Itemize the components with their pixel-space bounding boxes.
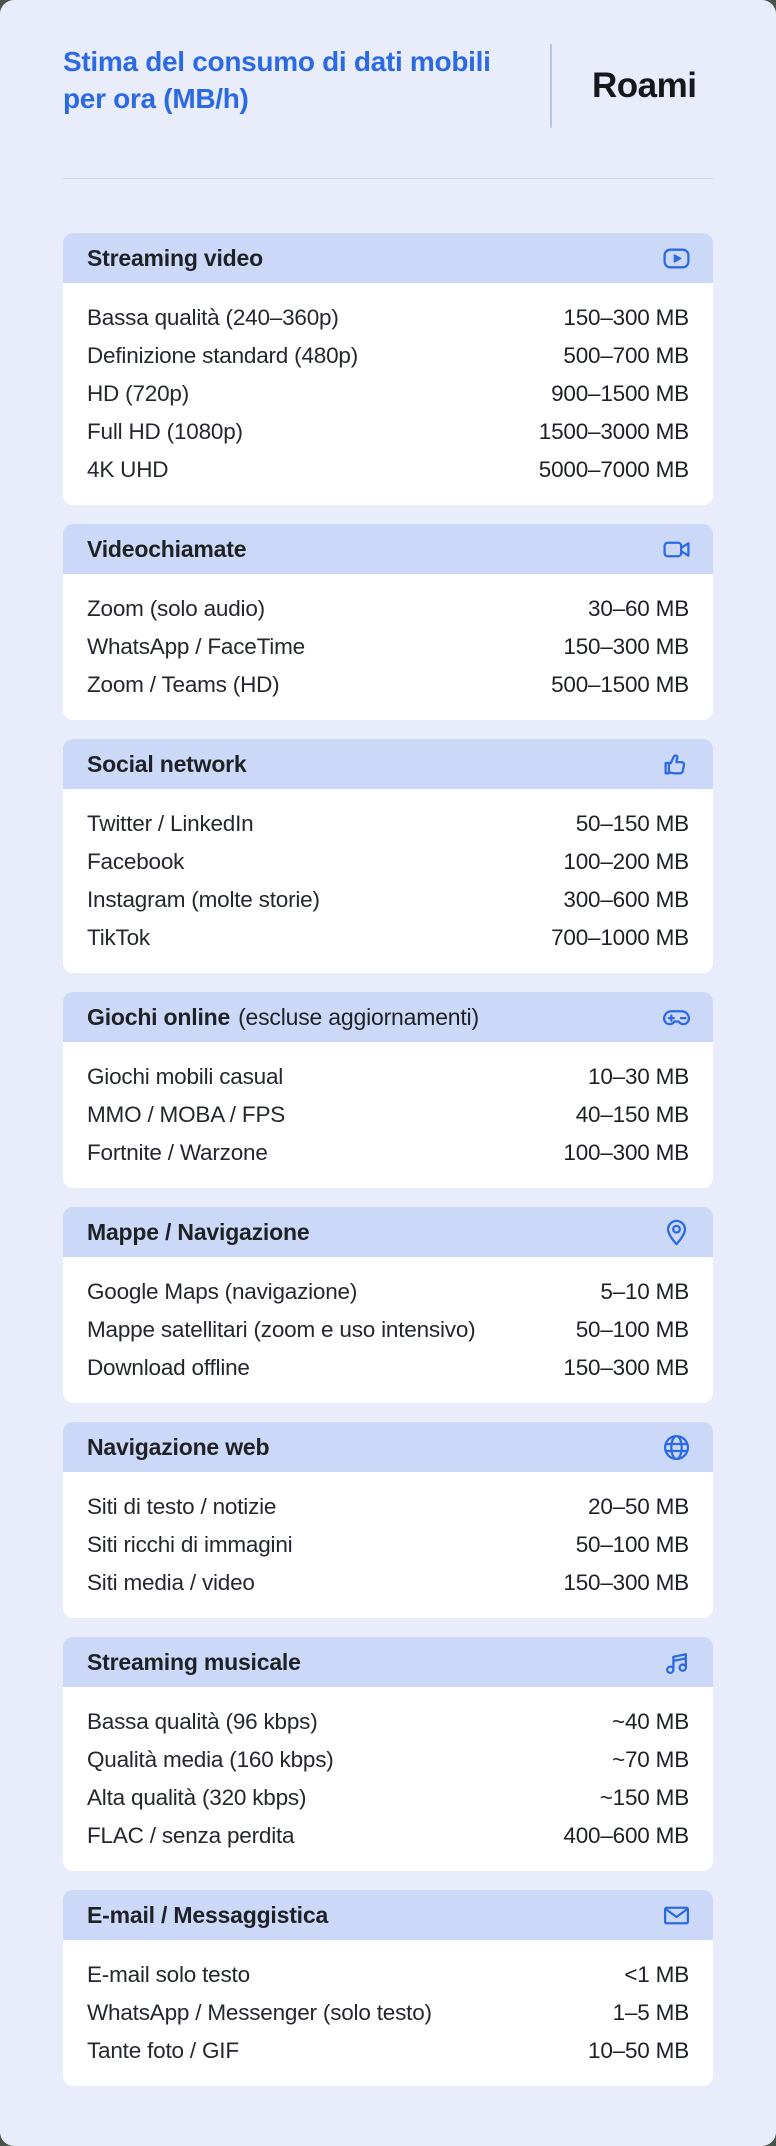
row-value: 50–100 MB — [575, 1532, 689, 1557]
data-row — [87, 451, 689, 489]
category-section — [63, 992, 713, 1188]
header-vertical-divider — [550, 44, 552, 128]
row-value: 40–150 MB — [575, 1102, 689, 1127]
row-label: Full HD (1080p) — [87, 419, 243, 444]
data-row — [87, 1817, 689, 1855]
data-row — [87, 1564, 689, 1602]
row-label: Zoom (solo audio) — [87, 596, 265, 621]
section-title — [87, 536, 246, 563]
section-title — [87, 1902, 328, 1929]
section-header — [63, 992, 713, 1042]
data-row — [87, 1703, 689, 1741]
section-title-text: Videochiamate — [87, 535, 247, 562]
data-row — [87, 413, 689, 451]
row-value: 30–60 MB — [588, 596, 689, 621]
data-row — [87, 1994, 689, 2032]
data-row — [87, 1134, 689, 1172]
map-pin-icon — [662, 1218, 691, 1247]
data-row — [87, 1526, 689, 1564]
section-header — [63, 1422, 713, 1472]
row-value: 100–300 MB — [563, 1140, 689, 1165]
row-label: Twitter / LinkedIn — [87, 811, 254, 836]
row-value: 150–300 MB — [563, 1355, 689, 1380]
row-label: TikTok — [87, 925, 150, 950]
data-row — [87, 881, 689, 919]
row-value: ~70 MB — [612, 1747, 689, 1772]
data-row — [87, 1273, 689, 1311]
row-label: Download offline — [87, 1355, 250, 1380]
data-row — [87, 666, 689, 704]
row-value: 500–1500 MB — [551, 672, 689, 697]
brand-logo: Roami — [592, 66, 697, 105]
row-label: Mappe satellitari (zoom e uso intensivo) — [87, 1317, 476, 1342]
section-card — [63, 283, 713, 505]
row-label: Fortnite / Warzone — [87, 1140, 268, 1165]
section-header — [63, 1207, 713, 1257]
section-title — [87, 751, 247, 778]
data-row — [87, 1779, 689, 1817]
section-header — [63, 233, 713, 283]
row-value: 500–700 MB — [563, 343, 689, 368]
data-row — [87, 1349, 689, 1387]
row-value: 150–300 MB — [563, 305, 689, 330]
music-notes-icon — [662, 1648, 691, 1677]
row-label: WhatsApp / Messenger (solo testo) — [87, 2000, 432, 2025]
data-row — [87, 2032, 689, 2070]
row-label: Bassa qualità (96 kbps) — [87, 1709, 318, 1734]
data-row — [87, 337, 689, 375]
row-label: MMO / MOBA / FPS — [87, 1102, 286, 1127]
data-row — [87, 1956, 689, 1994]
section-title — [87, 1004, 479, 1031]
row-label: Siti di testo / notizie — [87, 1494, 277, 1519]
row-label: Instagram (molte storie) — [87, 887, 320, 912]
row-label: FLAC / senza perdita — [87, 1823, 295, 1848]
header-rule — [63, 178, 713, 179]
section-title — [87, 1434, 269, 1461]
section-title-text: E-mail / Messaggistica — [87, 1901, 329, 1928]
section-header — [63, 1637, 713, 1687]
category-section — [63, 1422, 713, 1618]
gamepad-icon — [662, 1003, 691, 1032]
row-label: Qualità media (160 kbps) — [87, 1747, 334, 1772]
sections-list — [63, 233, 713, 2086]
row-value: <1 MB — [624, 1962, 689, 1987]
section-title-text: Streaming musicale — [87, 1648, 301, 1675]
row-value: 1500–3000 MB — [538, 419, 689, 444]
data-row — [87, 375, 689, 413]
data-row — [87, 1058, 689, 1096]
row-label: Google Maps (navigazione) — [87, 1279, 358, 1304]
category-section — [63, 524, 713, 720]
row-label: Facebook — [87, 849, 185, 874]
row-value: 50–150 MB — [575, 811, 689, 836]
data-row — [87, 628, 689, 666]
category-section — [63, 1637, 713, 1871]
row-label: Tante foto / GIF — [87, 2038, 239, 2063]
row-label: WhatsApp / FaceTime — [87, 634, 305, 659]
row-value: ~40 MB — [612, 1709, 689, 1734]
video-camera-icon — [662, 535, 691, 564]
row-label: Zoom / Teams (HD) — [87, 672, 280, 697]
data-row — [87, 1096, 689, 1134]
row-label: Giochi mobili casual — [87, 1064, 284, 1089]
row-label: Siti media / video — [87, 1570, 255, 1595]
section-card — [63, 1472, 713, 1618]
section-header — [63, 739, 713, 789]
row-value: 700–1000 MB — [551, 925, 689, 950]
page-header — [63, 0, 713, 128]
row-value: 50–100 MB — [575, 1317, 689, 1342]
section-card — [63, 1257, 713, 1403]
row-label: Alta qualità (320 kbps) — [87, 1785, 307, 1810]
row-label: HD (720p) — [87, 381, 189, 406]
section-header — [63, 524, 713, 574]
row-label: 4K UHD — [87, 457, 169, 482]
category-section — [63, 1207, 713, 1403]
row-value: 5000–7000 MB — [538, 457, 689, 482]
section-title — [87, 1649, 301, 1676]
row-value: ~150 MB — [599, 1785, 689, 1810]
row-label: Bassa qualità (240–360p) — [87, 305, 339, 330]
row-value: 10–50 MB — [588, 2038, 689, 2063]
video-play-icon — [662, 244, 691, 273]
row-value: 1–5 MB — [612, 2000, 689, 2025]
row-value: 400–600 MB — [563, 1823, 689, 1848]
row-value: 100–200 MB — [563, 849, 689, 874]
data-row — [87, 590, 689, 628]
category-section — [63, 233, 713, 505]
section-title-text: Navigazione web — [87, 1433, 270, 1460]
category-section — [63, 1890, 713, 2086]
row-value: 150–300 MB — [563, 634, 689, 659]
row-value: 10–30 MB — [588, 1064, 689, 1089]
section-header — [63, 1890, 713, 1940]
section-title — [87, 1219, 309, 1246]
section-title-text: Mappe / Navigazione — [87, 1218, 310, 1245]
row-value: 900–1500 MB — [551, 381, 689, 406]
data-row — [87, 1311, 689, 1349]
row-value: 20–50 MB — [588, 1494, 689, 1519]
data-row — [87, 1488, 689, 1526]
section-card — [63, 574, 713, 720]
section-title-text: Streaming video — [87, 244, 263, 271]
section-title-text: Giochi online — [87, 1003, 231, 1030]
data-row — [87, 805, 689, 843]
row-label: Definizione standard (480p) — [87, 343, 359, 368]
section-title-note: (escluse aggiornamenti) — [238, 1003, 479, 1030]
category-section — [63, 739, 713, 973]
row-value: 150–300 MB — [563, 1570, 689, 1595]
section-card — [63, 1940, 713, 2086]
row-value: 5–10 MB — [600, 1279, 689, 1304]
data-row — [87, 299, 689, 337]
data-row — [87, 843, 689, 881]
globe-icon — [662, 1433, 691, 1462]
data-row — [87, 1741, 689, 1779]
section-title-text: Social network — [87, 750, 247, 777]
row-label: Siti ricchi di immagini — [87, 1532, 293, 1557]
page-title: Stima del consumo di dati mobili per ora (MB/h) — [63, 46, 491, 114]
row-value: 300–600 MB — [563, 887, 689, 912]
thumbs-up-icon — [662, 750, 691, 779]
data-row — [87, 919, 689, 957]
envelope-icon — [662, 1901, 691, 1930]
section-title — [87, 245, 263, 272]
section-card — [63, 789, 713, 973]
section-card — [63, 1687, 713, 1871]
row-label: E-mail solo testo — [87, 1962, 250, 1987]
section-card — [63, 1042, 713, 1188]
